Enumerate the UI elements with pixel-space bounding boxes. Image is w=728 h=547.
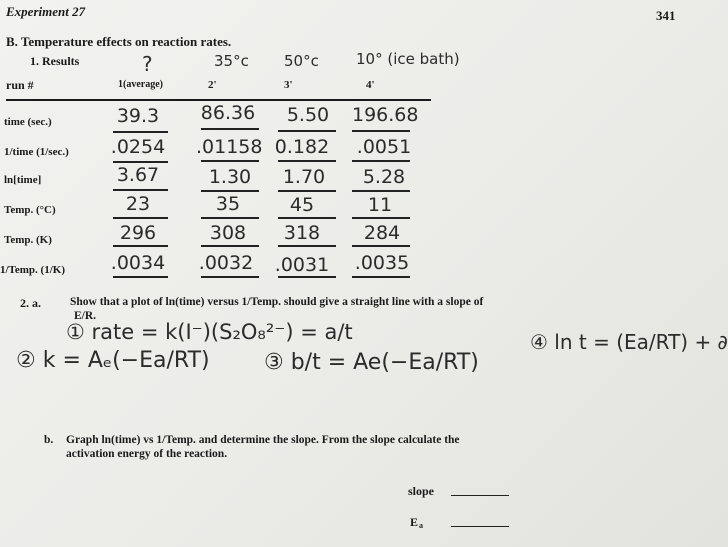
uline (278, 245, 336, 247)
uline (352, 245, 410, 247)
experiment-title: Experiment 27 (6, 4, 86, 19)
row-label-temp-c: Temp. (°C) (4, 204, 56, 216)
row-label-time: time (sec.) (4, 116, 52, 128)
cell-temp-k-4: 284 (363, 222, 401, 244)
run-label-3: 3' (284, 79, 293, 91)
cell-ln-time-4: 5.28 (362, 166, 406, 188)
uline (278, 217, 336, 219)
cell-inv-temp-4: .0035 (354, 252, 410, 274)
uline (201, 276, 259, 278)
ea-label: E (410, 515, 419, 529)
cell-temp-k-3: 318 (283, 222, 321, 244)
cell-ln-time-3: 1.70 (282, 166, 326, 188)
cell-time-1: 39.3 (116, 105, 160, 127)
row-label-ln-time: ln[time] (4, 174, 42, 186)
uline (352, 190, 410, 192)
ea-blank (451, 526, 509, 527)
uline (113, 276, 168, 278)
cell-inv-temp-2: .0032 (198, 252, 254, 274)
cell-temp-c-3: 45 (289, 194, 315, 216)
cell-inv-time-2: .01158 (196, 136, 263, 158)
cell-inv-temp-3: .0031 (274, 254, 330, 276)
slope-label: slope (408, 484, 435, 498)
uline (352, 130, 410, 132)
section-title: B. Temperature effects on reaction rates. (6, 34, 232, 49)
cell-temp-k-2: 308 (209, 222, 247, 244)
row-label-inv-temp: 1/Temp. (1/K) (0, 264, 65, 276)
question-2b-label: b. (44, 434, 54, 446)
question-2b-text2: activation energy of the reaction. (66, 448, 228, 460)
uline (113, 245, 168, 247)
ea-subscript: a (419, 521, 423, 530)
uline (113, 189, 168, 191)
uline (201, 190, 259, 192)
cell-time-2: 86.36 (200, 102, 256, 124)
uline (113, 131, 168, 133)
uline (201, 217, 259, 219)
temp-hw-4: 10° (ice bath) (356, 50, 460, 68)
question-2a-text2: E/R. (74, 310, 97, 322)
uline (113, 217, 168, 219)
uline (352, 217, 410, 219)
uline (278, 276, 336, 278)
row-label-inv-time: 1/time (1/sec.) (4, 146, 69, 158)
page-number: 341 (656, 8, 676, 23)
run-label-2: 2' (208, 79, 217, 91)
temp-hw-3: 50°c (284, 52, 319, 70)
cell-inv-time-3: 0.182 (274, 136, 330, 158)
cell-ln-time-1: 3.67 (116, 164, 160, 186)
uline (201, 245, 259, 247)
cell-temp-c-2: 35 (215, 193, 241, 215)
uline (278, 130, 336, 132)
slope-blank (451, 495, 509, 496)
question-2a-number: 2. a. (20, 296, 41, 310)
cell-temp-k-1: 296 (119, 222, 157, 244)
run-label-1: 1(average) (118, 79, 163, 90)
uline (201, 160, 259, 162)
temp-hw-1: ? (142, 52, 153, 76)
cell-time-3: 5.50 (286, 104, 330, 126)
cell-temp-c-1: 23 (125, 193, 151, 215)
cell-temp-c-4: 11 (367, 194, 393, 216)
cell-inv-time-1: .0254 (110, 136, 166, 158)
uline (278, 190, 336, 192)
cell-inv-temp-1: .0034 (110, 252, 166, 274)
question-2b-text: Graph ln(time) vs 1/Temp. and determine the slope. From the slope calculate the (66, 434, 460, 446)
temp-hw-2: 35°c (214, 52, 249, 70)
uline (113, 161, 168, 163)
uline (352, 276, 410, 278)
handwritten-eq-4: ④ ln t = (Ea/RT) + ∂ (530, 330, 728, 354)
cell-ln-time-2: 1.30 (208, 166, 252, 188)
table-rule (6, 99, 431, 101)
handwritten-eq-2: ② k = Aₑ(−Ea/RT) (16, 348, 210, 373)
cell-inv-time-4: .0051 (356, 136, 412, 158)
uline (352, 160, 410, 162)
row-label-temp-k: Temp. (K) (4, 234, 52, 246)
handwritten-eq-1: ① rate = k(I⁻)(S₂O₈²⁻) = a/t (66, 320, 353, 344)
cell-time-4: 196.68 (352, 104, 419, 126)
uline (278, 160, 336, 162)
handwritten-eq-3: ③ b/t = Ae(−Ea/RT) (264, 350, 479, 375)
results-label: 1. Results (30, 54, 80, 68)
run-row-label: run # (6, 78, 34, 92)
run-label-4: 4' (366, 79, 375, 91)
question-2a-text: Show that a plot of ln(time) versus 1/Temp. should give a straight line with a slope of (70, 296, 484, 308)
uline (201, 128, 259, 130)
